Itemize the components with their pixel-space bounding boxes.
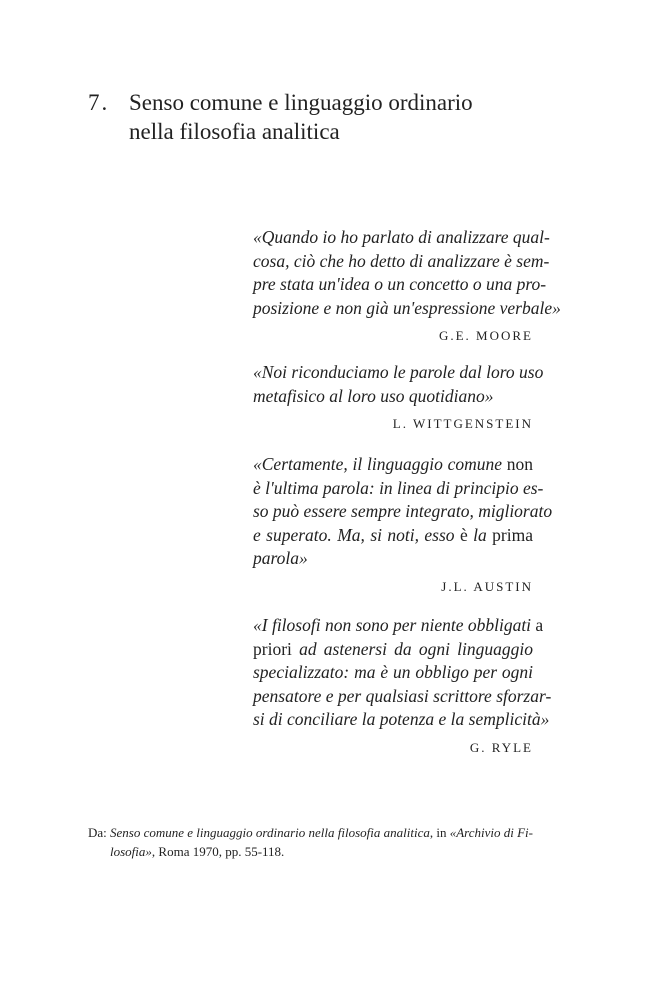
quote-author: G. RYLE <box>469 739 533 755</box>
quote-text: pensatore e per qualsiasi scrittore sforzar- <box>253 685 552 706</box>
footnote-journal: «Archivio di Fi- <box>449 825 533 840</box>
quote-text: prima <box>486 524 533 545</box>
quote-text: non <box>502 454 533 474</box>
quote-line <box>253 500 553 524</box>
epigraph-moore <box>253 226 561 348</box>
chapter-title-line: Senso comune e linguaggio ordinario <box>129 90 473 115</box>
quote-text: so può essere sempre integrato, migliorato <box>253 501 553 521</box>
epigraph-ryle <box>253 614 552 759</box>
quote-line <box>253 477 544 501</box>
quote-text: e superato. Ma, si noti, esso <box>253 524 455 545</box>
quote-line <box>253 273 547 297</box>
footnote-journal-cont: losofia» <box>110 844 152 859</box>
quote-text: cosa, ciò che ho detto di analizzare è sem- <box>253 250 550 271</box>
quote-line <box>253 361 544 385</box>
quote-line <box>253 708 550 732</box>
footnote-details: , Roma 1970, pp. 55-118. <box>151 844 285 859</box>
quote-line <box>253 614 544 638</box>
epigraph-austin <box>253 453 553 598</box>
quote-text: a <box>531 615 544 635</box>
quote-line <box>253 226 550 250</box>
quote-text: si di conciliare la potenza e la semplicità» <box>253 709 550 729</box>
quote-line <box>253 385 533 409</box>
footnote-mid: , in <box>429 825 450 840</box>
quote-text: parola» <box>253 548 308 568</box>
quote-text: priori <box>253 638 292 659</box>
quote-line <box>253 453 533 477</box>
quote-line <box>253 250 550 274</box>
chapter-title-line: nella filosofia analitica <box>129 119 340 144</box>
quote-author: L. WITTGENSTEIN <box>392 416 533 431</box>
footnote-prefix: Da: <box>88 825 111 840</box>
quote-line <box>253 661 533 685</box>
quote-text: «Certamente, il linguaggio comune <box>253 454 502 474</box>
quote-line <box>253 524 533 548</box>
epigraph-wittgenstein <box>253 361 544 436</box>
quote-line <box>253 297 561 321</box>
quote-line <box>253 638 533 662</box>
chapter-number: 7. <box>88 90 110 115</box>
quote-text: la <box>473 524 487 545</box>
quote-text: è l'ultima parola: in linea di principio es- <box>253 477 544 498</box>
quote-text: «I filosofi non sono per niente obbligati <box>253 615 532 635</box>
quote-author: G.E. MOORE <box>438 328 533 343</box>
quote-text: pre stata un'idea o un concetto o una pro- <box>253 274 547 294</box>
quote-text: «Quando io ho parlato di analizzare qual- <box>253 227 550 247</box>
quote-text: specializzato: ma è un obbligo per ogni <box>253 662 533 682</box>
quote-text: metafisico al loro uso quotidiano» <box>253 385 494 406</box>
quote-text: posizione e non già un'espressione verbale» <box>253 297 561 318</box>
quote-author: J.L. AUSTIN <box>441 578 533 594</box>
quote-line <box>253 547 533 571</box>
quote-text: «Noi riconduciamo le parole dal loro uso <box>253 362 544 382</box>
quote-text: è <box>454 524 474 545</box>
quote-line <box>253 685 552 709</box>
footnote-title: Senso comune e linguaggio ordinario nella filosofia analitica <box>110 825 430 840</box>
source-footnote <box>88 823 548 861</box>
quote-text: ad astenersi da ogni linguaggio <box>291 638 533 659</box>
chapter-heading <box>88 88 473 146</box>
